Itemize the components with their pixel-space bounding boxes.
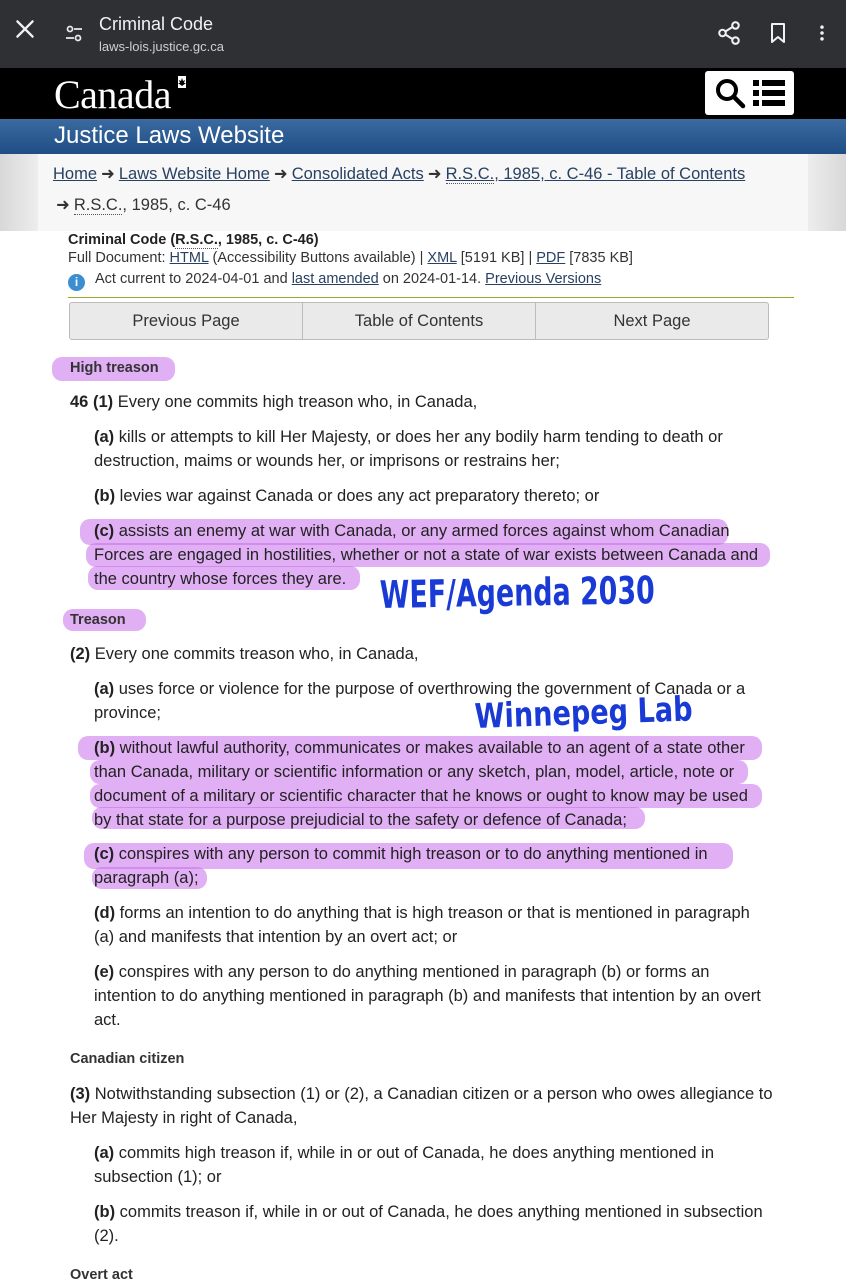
arrow-right-icon: ➜ [273, 165, 288, 183]
paragraph-1a: (a) kills or attempts to kill Her Majesty, or does her any bodily harm tending to death or destruction, maims or wounds her, or imprisons or restrains her; [94, 428, 723, 470]
close-icon[interactable] [12, 16, 38, 42]
previous-versions-link[interactable]: Previous Versions [485, 271, 602, 287]
bookmark-icon[interactable] [766, 20, 790, 46]
paragraph-2c: (c) conspires with any person to commit high treason or to do anything mentioned in paragraph (a); [94, 845, 708, 887]
act-title: Criminal Code (R.S.C., 1985, c. C-46) [68, 232, 319, 248]
header-tools [705, 71, 794, 115]
breadcrumb-toc[interactable]: R.S.C., 1985, c. C-46 - Table of Contents [445, 165, 746, 183]
currency-line: i Act current to 2024-04-01 and last amended on 2024-01-14. Previous Versions [68, 271, 601, 291]
html-link[interactable]: HTML [169, 250, 209, 266]
handwritten-note-lab: Winnepeg Lab [473, 687, 749, 737]
main-content [0, 231, 846, 1280]
maple-flag-icon [172, 76, 192, 88]
goc-header [0, 68, 846, 119]
site-settings-icon[interactable] [62, 22, 86, 46]
site-name[interactable]: Justice Laws Website [54, 122, 285, 149]
handwritten-annotations [0, 231, 846, 1280]
next-page-button[interactable]: Next Page [613, 312, 691, 330]
subsection-2: (2) Every one commits treason who, in Canada, [70, 645, 419, 663]
paragraph-1b: (b) levies war against Canada or does any act preparatory thereto; or [94, 487, 600, 505]
page-title: Criminal Code [99, 14, 214, 34]
more-vert-icon[interactable] [812, 20, 832, 46]
arrow-right-icon: ➜ [427, 165, 442, 183]
breadcrumb-current: R.S.C., 1985, c. C-46 [73, 196, 231, 214]
marginal-note-canadian-citizen: Canadian citizen [70, 1051, 185, 1067]
pdf-link[interactable]: PDF [536, 250, 566, 266]
paragraph-2e: (e) conspires with any person to do anything mentioned in paragraph (b) or forms an intention to do anything mentioned in paragraph (b) and manifests that intention by an overt act. [94, 963, 761, 1029]
search-icon[interactable] [714, 77, 746, 109]
table-of-contents-button[interactable]: Table of Contents [303, 303, 536, 339]
site-banner [0, 119, 846, 154]
breadcrumb-home[interactable]: Home [53, 165, 98, 183]
menu-icon[interactable] [753, 79, 785, 107]
arrow-right-icon: ➜ [101, 165, 115, 183]
paragraph-2b: (b) without lawful authority, communicates or makes available to an agent of a state other than Canada, military or scientific information or any sketch, plan, model, article, note or document of a military or scientific character that he knows or ought to know may be used by that state for a purpose prejudicial to the safety or defence of Canada; [94, 739, 748, 829]
subsection-3: (3) Notwithstanding subsection (1) or (2), a Canadian citizen or a person who owes allegiance to Her Majesty in right of Canada, [70, 1085, 773, 1127]
previous-page-button[interactable]: Previous Page [70, 303, 303, 339]
breadcrumb-laws-home[interactable]: Laws Website Home [118, 165, 270, 183]
browser-toolbar [0, 0, 846, 68]
share-icon[interactable] [716, 20, 742, 46]
breadcrumb [0, 154, 846, 231]
subsection-46-1: 46 (1) Every one commits high treason who, in Canada, [70, 393, 478, 411]
page-url[interactable]: laws-lois.justice.gc.ca [99, 39, 224, 54]
paragraph-3a: (a) commits high treason if, while in or out of Canada, he does anything mentioned in subsection (1); or [94, 1144, 715, 1186]
paragraph-2a: (a) uses force or violence for the purpose of overthrowing the government of Canada or a province; [94, 680, 746, 722]
breadcrumb-consolidated-acts[interactable]: Consolidated Acts [291, 165, 424, 183]
canada-wordmark[interactable]: Canada [54, 72, 171, 117]
marginal-note-high-treason: High treason [70, 360, 159, 376]
handwritten-note-wef: WEF/Agenda 2030 [379, 566, 770, 617]
paragraph-2d: (d) forms an intention to do anything that is high treason or that is mentioned in paragraph (a) and manifests that intention by an overt act; or [94, 904, 750, 946]
arrow-right-icon: ➜ [56, 196, 70, 214]
marginal-note-treason: Treason [70, 612, 126, 628]
xml-link[interactable]: XML [427, 250, 457, 266]
info-icon[interactable]: i [68, 274, 85, 291]
paragraph-3b: (b) commits treason if, while in or out of Canada, he does anything mentioned in subsection (2). [94, 1203, 763, 1245]
paragraph-1c: (c) assists an enemy at war with Canada, or any armed forces against whom Canadian Forces are engaged in hostilities, whether or not a state of war exists between Canada and the country whose forces they are. [94, 522, 759, 588]
full-document-line: Full Document: HTML (Accessibility Buttons available) | XML [5191 KB] | PDF [7835 KB] [68, 250, 633, 266]
marginal-note-overt-act: Overt act [70, 1267, 133, 1280]
last-amended-link[interactable]: last amended [291, 271, 379, 287]
